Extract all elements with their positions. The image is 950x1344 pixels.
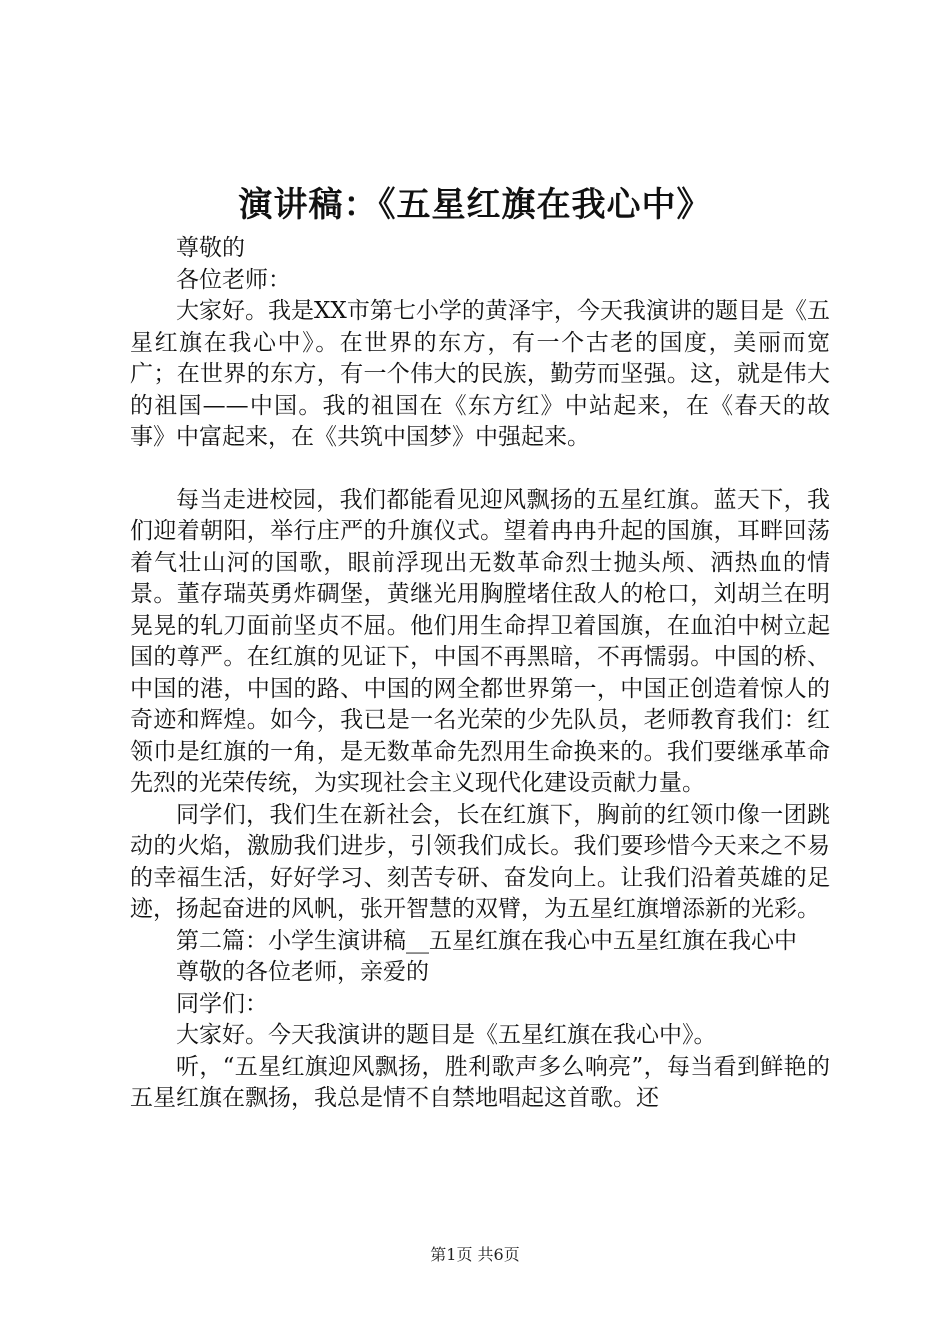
page-number-footer: 第1页 共6页 xyxy=(430,1245,520,1264)
second-article-heading: 第二篇：小学生演讲稿__五星红旗在我心中五星红旗在我心中 xyxy=(176,927,797,954)
document-body xyxy=(130,233,830,1115)
second-paragraph-listen: 听，“五星红旗迎风飘扬，胜利歌声多么响亮”，每当看到鲜艳的五星红旗在飘扬，我总是情不自禁地唱起这首歌。还 xyxy=(130,1053,830,1111)
document-title: 演讲稿：《五星红旗在我心中》 xyxy=(238,185,712,225)
salutation-line-1: 尊敬的 xyxy=(176,235,245,261)
second-salutation-line-2: 同学们： xyxy=(176,990,268,1017)
second-paragraph-intro: 大家好。今天我演讲的题目是《五星红旗在我心中》。 xyxy=(176,1022,717,1048)
paragraph-classmates: 同学们，我们生在新社会，长在红旗下，胸前的红领巾像一团跳动的火焰，激励我们进步，引领我们成长。我们要珍惜今天来之不易的幸福生活，好好学习、刻苦专研、奋发向上。让我们沿着英雄的足迹，扬起奋进的风帆，张开智慧的双臂，为五星红旗增添新的光彩。 xyxy=(130,801,830,922)
second-salutation-line-1: 尊敬的各位老师，亲爱的 xyxy=(176,959,429,985)
paragraph-intro: 大家好。我是XX市第七小学的黄泽宇，今天我演讲的题目是《五星红旗在我心中》。在世界的东方，有一个古老的国度，美丽而宽广；在世界的东方，有一个伟大的民族，勤劳而坚强。这，就是伟大的祖国——中国。我的祖国在《东方红》中站起来，在《春天的故事》中富起来，在《共筑中国梦》中强起来。 xyxy=(130,298,830,450)
salutation-line-2: 各位老师： xyxy=(176,266,291,293)
paragraph-campus: 每当走进校园，我们都能看见迎风飘扬的五星红旗。蓝天下，我们迎着朝阳，举行庄严的升旗仪式。望着冉冉升起的国旗，耳畔回荡着气壮山河的国歌，眼前浮现出无数革命烈士抛头颅、洒热血的情景。董存瑞英勇炸碉堡，黄继光用胸膛堵住敌人的枪口，刘胡兰在明晃晃的轧刀面前坚贞不屈。他们用生命捍卫着国旗，在血泊中树立起国的尊严。在红旗的见证下，中国不再黑暗，不再懦弱。中国的桥、中国的港，中国的路、中国的网全都世界第一，中国正创造着惊人的奇迹和辉煌。如今，我已是一名光荣的少先队员，老师教育我们：红领巾是红旗的一角，是无数革命先烈用生命换来的。我们要继承革命先烈的光荣传统，为实现社会主义现代化建设贡献力量。 xyxy=(130,486,830,796)
